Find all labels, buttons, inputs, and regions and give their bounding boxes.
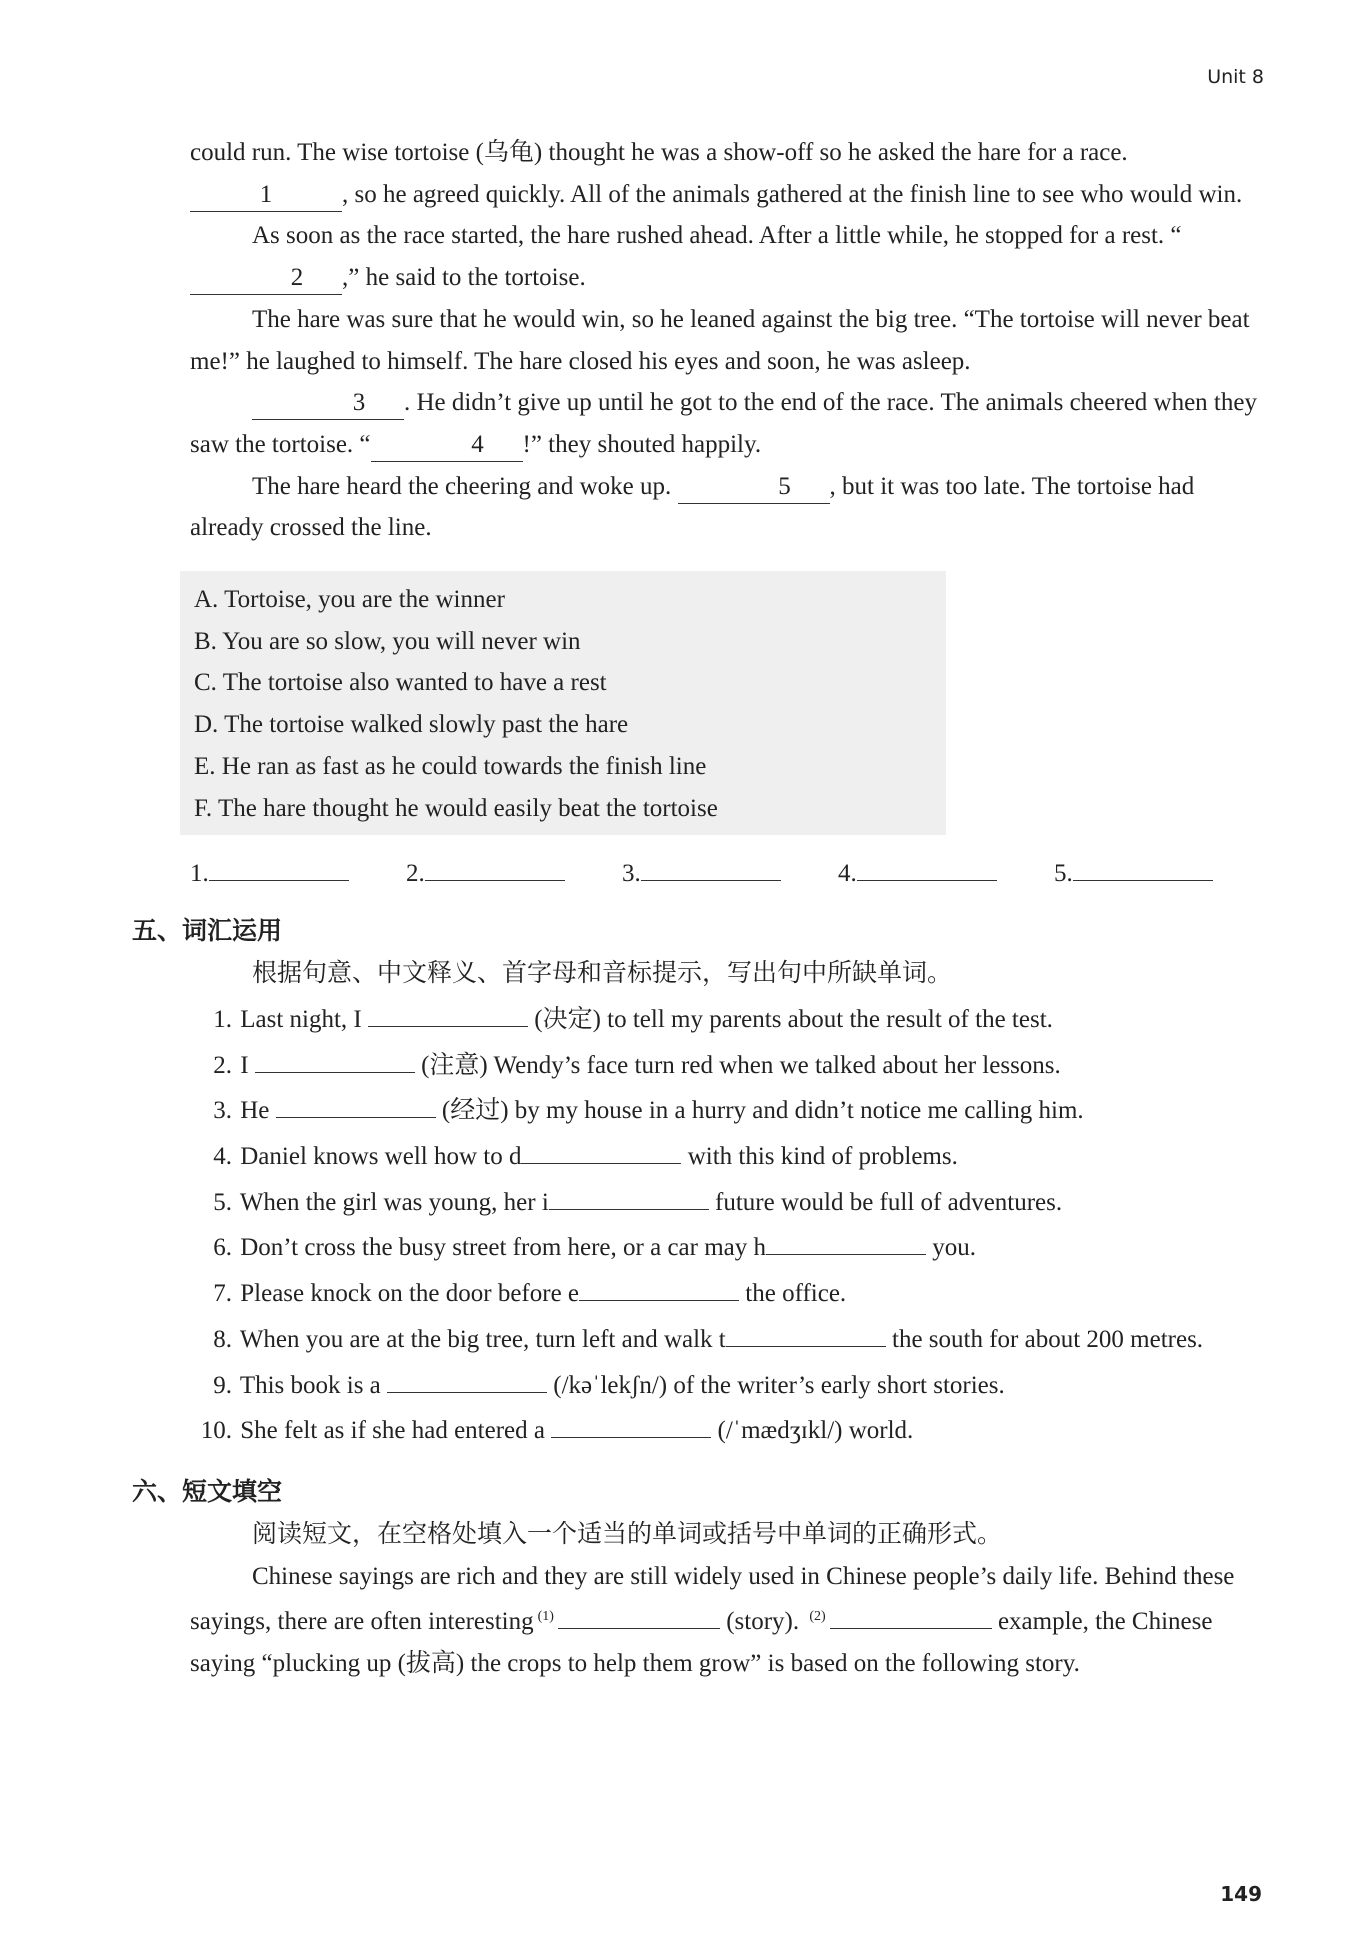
vocab-question-8: 8. When you are at the big tree, turn left and walk t the south for about 200 metres.	[204, 1315, 1270, 1361]
answer-item-3: 3.	[622, 849, 838, 891]
section-5-instruction: 根据句意、中文释义、首字母和音标提示，写出句中所缺单词。	[252, 960, 953, 988]
passage-paragraph-1: could run. The wise tortoise (乌龟) thought he was a show-off so he asked the hare for a race. 1 , so he agreed quickly. All of the animals gathered at the finish line to see who would win.	[190, 132, 1270, 215]
passage-blank-1[interactable]	[558, 1597, 720, 1629]
section-6-instruction: 阅读短文，在空格处填入一个适当的单词或括号中单词的正确形式。	[252, 1520, 1003, 1548]
vocab-blank-3[interactable]	[276, 1086, 436, 1118]
answer-line-5[interactable]	[1073, 849, 1213, 881]
option-f: F. The hare thought he would easily beat the tortoise	[194, 794, 718, 822]
passage-blank-2[interactable]	[830, 1597, 992, 1629]
answer-item-5: 5.	[1054, 849, 1270, 891]
answer-line-4[interactable]	[857, 849, 997, 881]
blank-marker-2: (2)	[809, 1609, 826, 1625]
answer-line-1[interactable]	[209, 849, 349, 881]
vocab-blank-2[interactable]	[255, 1041, 415, 1073]
passage-paragraph-4: 3 . He didn’t give up until he got to the end of the race. The animals cheered when they saw the tortoise. “ 4 !” they shouted happily.	[190, 382, 1270, 465]
page-number: 149	[1220, 1882, 1262, 1906]
unit-label: Unit 8	[1207, 66, 1264, 88]
vocab-blank-4[interactable]	[521, 1132, 681, 1164]
answer-blank-1[interactable]: 1	[190, 180, 342, 212]
answer-item-4: 4.	[838, 849, 1054, 891]
answer-line-2[interactable]	[425, 849, 565, 881]
section-6-title: 六、短文填空	[132, 1476, 283, 1506]
vocab-blank-7[interactable]	[579, 1269, 739, 1301]
vocab-question-7: 7. Please knock on the door before e the office.	[204, 1269, 1270, 1315]
section-5-title: 五、词汇运用	[132, 916, 283, 946]
option-b: B. You are so slow, you will never win	[194, 627, 581, 655]
vocab-question-5: 5. When the girl was young, her i future would be full of adventures.	[204, 1178, 1270, 1224]
vocab-blank-1[interactable]	[368, 995, 528, 1027]
answer-blank-5[interactable]: 5	[678, 472, 830, 504]
option-e: E. He ran as fast as he could towards the finish line	[194, 752, 707, 780]
vocab-blank-8[interactable]	[726, 1315, 886, 1347]
option-c: C. The tortoise also wanted to have a rest	[194, 669, 607, 697]
vocab-question-4: 4. Daniel knows well how to d with this kind of problems.	[204, 1132, 1270, 1178]
options-box	[180, 571, 946, 835]
vocab-blank-9[interactable]	[387, 1361, 547, 1393]
passage-paragraph-2: As soon as the race started, the hare rushed ahead. After a little while, he stopped for a rest. “2 ,” he said to the tortoise.	[190, 215, 1270, 298]
vocab-question-10: 10. She felt as if she had entered a (/ˈmædʒɪkl/) world.	[204, 1406, 1270, 1452]
answer-blank-4[interactable]: 4	[371, 430, 523, 462]
vocab-question-6: 6. Don’t cross the busy street from here, or a car may h you.	[204, 1223, 1270, 1269]
passage-paragraph-3: The hare was sure that he would win, so he leaned against the big tree. “The tortoise will never beat me!” he laughed to himself. The hare closed his eyes and soon, he was asleep.	[190, 305, 1250, 375]
vocab-question-1: 1. Last night, I (决定) to tell my parents about the result of the test.	[204, 995, 1270, 1041]
vocab-blank-10[interactable]	[551, 1406, 711, 1438]
option-a: A. Tortoise, you are the winner	[194, 586, 505, 614]
vocab-question-9: 9. This book is a (/kəˈlekʃn/) of the writer’s early short stories.	[204, 1361, 1270, 1407]
vocab-question-3: 3. He (经过) by my house in a hurry and didn’t notice me calling him.	[204, 1086, 1270, 1132]
vocab-blank-5[interactable]	[549, 1178, 709, 1210]
answer-line-3[interactable]	[641, 849, 781, 881]
answer-blank-2[interactable]: 2	[190, 263, 342, 295]
answer-item-2: 2.	[406, 849, 622, 891]
answer-blank-3[interactable]: 3	[252, 388, 404, 420]
option-d: D. The tortoise walked slowly past the hare	[194, 711, 629, 739]
page-content	[132, 132, 1270, 1685]
section-6-passage: Chinese sayings are rich and they are still widely used in Chinese people’s daily life. Behind these sayings, there are often interesting $^{(1)}$ (story). $^{(2)}$ example, the Chinese saying “plucking up (拔高) the crops to help them grow” is based on the following story.	[190, 1562, 1235, 1678]
vocab-blank-6[interactable]	[766, 1223, 926, 1255]
blank-marker-1: (1)	[537, 1609, 554, 1625]
passage-paragraph-5: The hare heard the cheering and woke up. 5 , but it was too late. The tortoise had already crossed the line.	[190, 472, 1195, 542]
answer-item-1: 1.	[190, 849, 406, 891]
answer-row	[190, 849, 1270, 891]
vocab-question-2: 2. I (注意) Wendy’s face turn red when we talked about her lessons.	[204, 1041, 1270, 1087]
